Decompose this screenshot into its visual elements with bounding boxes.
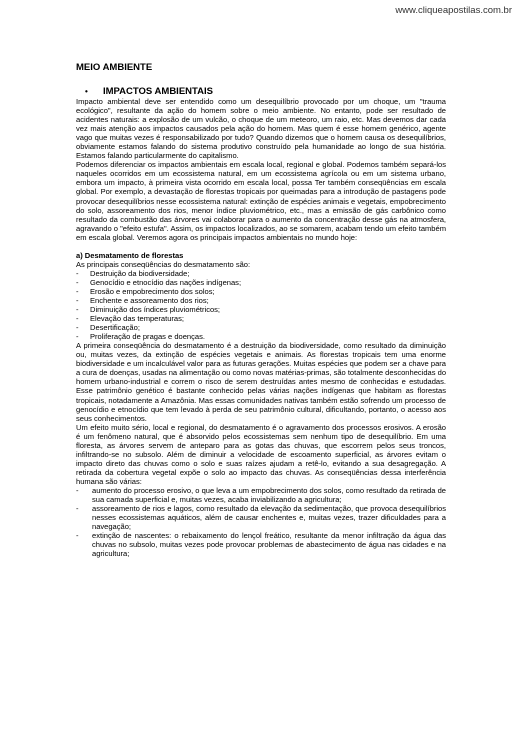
list-item: - Erosão e empobrecimento dos solos; xyxy=(76,286,215,296)
dash-marker: - xyxy=(76,277,79,287)
paragraph-3: A primeira conseqüência do desmatamento é a destruição da biodiversidade, como resultado da diminuição ou, muitas vezes, da extinção de espécies vegetais e animais. As florestas tropicais tem uma enorme biodiversidade e um incalculável valor para as futuras gerações. Muitas espécies que podem ser a chave para a cura de doenças, usadas na alimentação ou como novas matérias-primas, são totalmente desconhecidas do homem urbano-industrial e correm o risco de serem destruídas antes mesmo de conhecidas e estudadas. Esse patrimônio genético é bastante conhecido pelas várias nações indígenas que habitam as florestas tropicais, notadamente a Amazônia. Mas essas comunidades nativas também estão sofrendo um processo de genocídio e etnocídio que tem levado à perda de seu patrimônio cultural, dificultando, portanto, o acesso aos seus conhecimentos. xyxy=(76,341,447,423)
section-heading-text: IMPACTOS AMBIENTAIS xyxy=(103,86,213,97)
list-item: - Diminuição dos índices pluviométricos; xyxy=(76,305,221,315)
site-url[interactable]: www.cliqueapostilas.com.br xyxy=(395,5,512,16)
dash-marker: - xyxy=(76,485,79,495)
list-item: - aumento do processo erosivo, o que leva a um empobrecimento dos solos, como resultado da retirada de sua camada superficial e, muitas vezes, acaba inviabilizando a agricultura; xyxy=(76,485,446,505)
subsection-heading: a) Desmatamento de florestas xyxy=(76,250,184,260)
list-item: - Desertificação; xyxy=(76,323,140,333)
effects-list xyxy=(76,486,446,558)
list-item: - Genocídio e etnocídio das nações indígenas; xyxy=(76,277,242,287)
dash-marker: - xyxy=(76,323,79,333)
paragraph-1: Impacto ambiental deve ser entendido como um desequilíbrio provocado por um choque, um "trauma ecológico", resultante da ação do homem sobre o meio ambiente. No entanto, pode ser resultado de acidentes naturais: a explosão de um vulcão, o choque de um meteoro, um raio, etc. Mas devemos dar cada vez mais atenção aos impactos causados pela ação do homem. Mas quem é esse homem genérico, agente vago que muitas vezes é responsabilizado por tudo? Quando dizemos que o homem causa os desequilíbrios, obviamente estamos falando do sistema produtivo construído pela humanidade ao longo de sua história. Estamos falando particularmente do capitalismo. xyxy=(76,97,446,161)
dash-marker: - xyxy=(76,286,79,296)
dash-marker: - xyxy=(76,314,79,324)
paragraph-4: Um efeito muito sério, local e regional, do desmatamento é o agravamento dos processos erosivos. A erosão é um fenômeno natural, que é absorvido pelos ecossistemas sem nenhum tipo de desequilíbrio. Em uma floresta, as árvores servem de anteparo para as gotas das chuvas, que escorrem pelos seus troncos, infiltrando-se no subsolo. Além de diminuir a velocidade de escoamento superficial, as árvores evitam o impacto direto das chuvas como o solo e suas raízes ajudam a retê-lo, evitando a sua desagregação. A retirada da cobertura vegetal expõe o solo ao impacto das chuvas. As conseqüências dessa interferência humana são várias: xyxy=(76,422,446,486)
document-title: MEIO AMBIENTE xyxy=(76,62,153,73)
document-page xyxy=(76,62,446,558)
dash-marker: - xyxy=(76,305,79,315)
list-item: - Destruição da biodiversidade; xyxy=(76,268,190,278)
list-item: - assoreamento de rios e lagos, como resultado da elevação da sedimentação, que provoca desequilíbrios nesses ecossistemas aquáticos, além de causar enchentes e, muitas vezes, trazer dificuldades para a navegação; xyxy=(76,504,446,532)
dash-marker: - xyxy=(76,531,79,541)
bullet-icon: • xyxy=(85,87,88,96)
list-intro: As principais conseqüências do desmatamento são: xyxy=(76,259,251,269)
list-item: - Elevação das temperaturas; xyxy=(76,314,184,324)
dash-marker: - xyxy=(76,295,79,305)
paragraph-2: Podemos diferenciar os impactos ambientais em escala local, regional e global. Podemos também separá-los naqueles ocorridos em um ecossistema natural, em um ecossistema agrícola ou em um sistema urbano, embora um impacto, à primeira vista ocorrido em escala local, possa Ter também conseqüências em escala global. Por exemplo, a devastação de florestas tropicais por queimadas para a introdução de pastagens pode provocar desequilíbrios nesse ecossistema natural: extinção de espécies animais e vegetais, empobrecimento do solo, assoreamento dos rios, menor índice pluviométrico, etc., mas a emissão de gás carbônico como resultado da combustão das árvores vai colaborar para o aumento da concentração desse gás na atmosfera, agravando o "efeito estufa". Assim, os impactos localizados, ao se somarem, acabam tendo um efeito também em escala global. Veremos agora os principais impactos ambientais no mundo hoje: xyxy=(76,160,446,242)
consequences-list xyxy=(76,269,446,341)
list-item: - Enchente e assoreamento dos rios; xyxy=(76,295,209,305)
dash-marker: - xyxy=(76,332,79,342)
list-item: - extinção de nascentes: o rebaixamento do lençol freático, resultante da menor infiltração da água das chuvas no subsolo, muitas vezes pode provocar problemas de abastecimento de água nas cidades e na agricultura; xyxy=(76,531,446,559)
section-heading xyxy=(85,86,446,97)
list-item: - Proliferação de pragas e doenças. xyxy=(76,332,205,342)
dash-marker: - xyxy=(76,268,79,278)
dash-marker: - xyxy=(76,504,79,514)
